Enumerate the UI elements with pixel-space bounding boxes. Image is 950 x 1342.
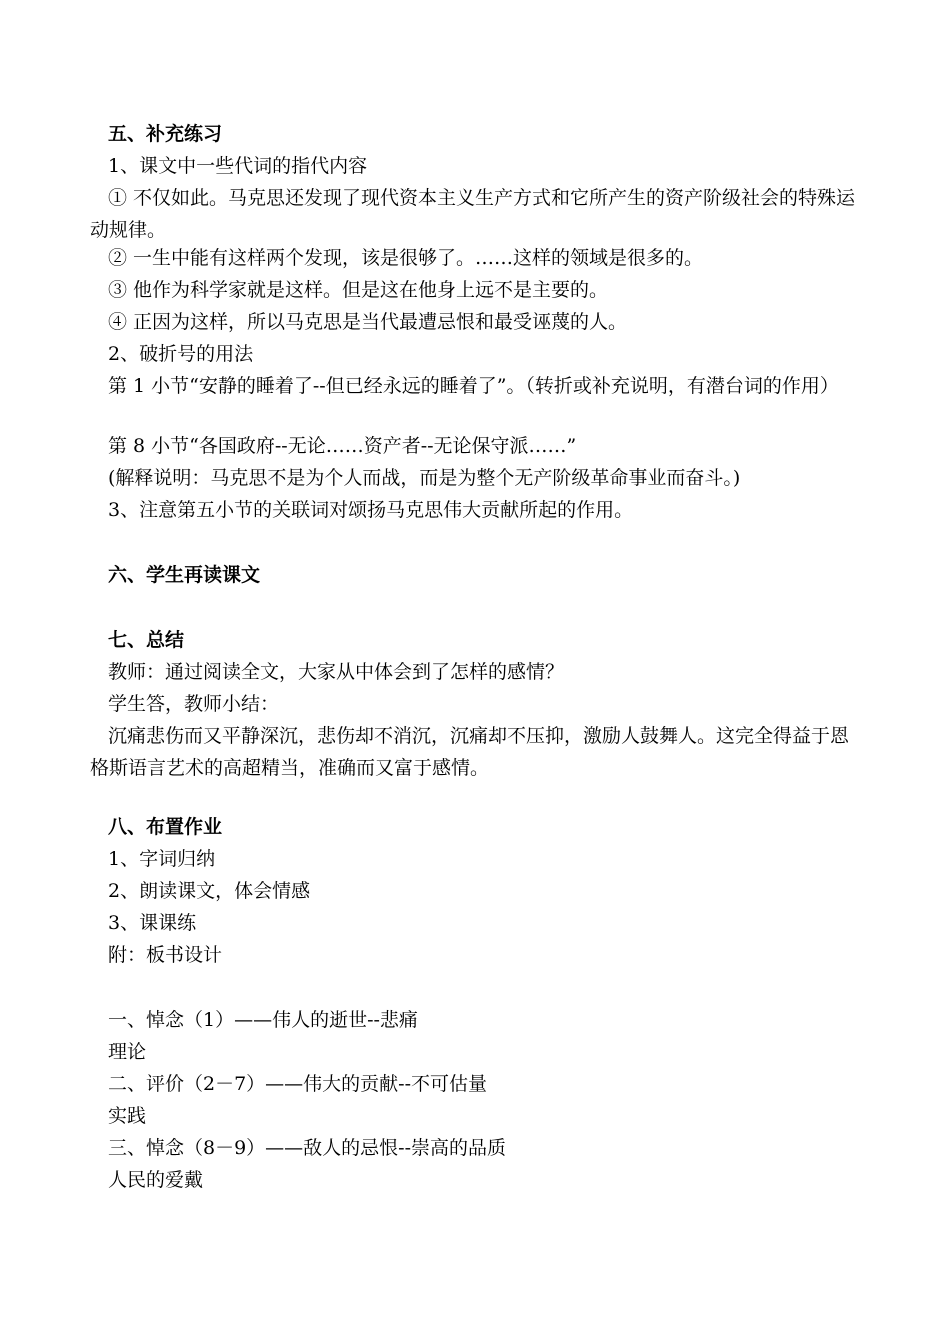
section-7-line-2: 学生答，教师小结： [108,693,280,715]
section-8-line-4: 附：板书设计 [108,944,223,966]
section-7-heading: 七、总结 [108,629,185,651]
section-5-item-3: 3、注意第五小节的关联词对颂扬马克思伟大贡献所起的作用。 [108,499,634,521]
section-5-item-2: 2、破折号的用法 [108,343,254,365]
board-row-1: 一、悼念（1）——伟人的逝世--悲痛 [108,1009,418,1031]
board-row-3: 二、评价（2－7）——伟大的贡献--不可估量 [108,1073,488,1095]
section-5-paragraph-4: ④ 正因为这样，所以马克思是当代最遭忌恨和最受诬蔑的人。 [108,311,628,333]
section-5-paragraph-6: 第 8 小节“各国政府--无论……资产者--无论保守派……” [108,435,577,457]
section-8-line-3: 3、课课练 [108,912,197,934]
section-6-heading: 六、学生再读课文 [108,564,261,586]
section-5-paragraph-7: (解释说明：马克思不是为个人而战，而是为整个无产阶级革命事业而奋斗。) [108,467,741,489]
section-5-item-1: 1、课文中一些代词的指代内容 [108,155,368,177]
section-8-line-2: 2、朗读课文，体会情感 [108,880,311,902]
section-5-paragraph-1: ① 不仅如此。马克思还发现了现代资本主义生产方式和它所产生的资产阶级社会的特殊运动规律。 [90,187,856,241]
section-5-paragraph-5: 第 1 小节“安静的睡着了--但已经永远的睡着了”。（转折或补充说明，有潜台词的作用） [108,375,839,397]
section-5-paragraph-3: ③ 他作为科学家就是这样。但是这在他身上远不是主要的。 [108,279,609,301]
board-row-2: 理论 [108,1041,147,1063]
section-7-line-1: 教师：通过阅读全文，大家从中体会到了怎样的感情？ [108,661,565,683]
section-8-heading: 八、布置作业 [108,816,223,838]
board-row-6: 人民的爱戴 [108,1169,204,1191]
board-row-4: 实践 [108,1105,147,1127]
section-5-heading: 五、补充练习 [108,123,223,145]
section-7-paragraph: 沉痛悲伤而又平静深沉，悲伤却不消沉，沉痛却不压抑，激励人鼓舞人。这完全得益于恩格斯语言艺术的高超精当，准确而又富于感情。 [90,725,850,779]
section-5-paragraph-2: ② 一生中能有这样两个发现，该是很够了。……这样的领域是很多的。 [108,247,704,269]
section-8-line-1: 1、字词归纳 [108,848,216,870]
board-row-5: 三、悼念（8－9）——敌人的忌恨--崇高的品质 [108,1137,507,1159]
